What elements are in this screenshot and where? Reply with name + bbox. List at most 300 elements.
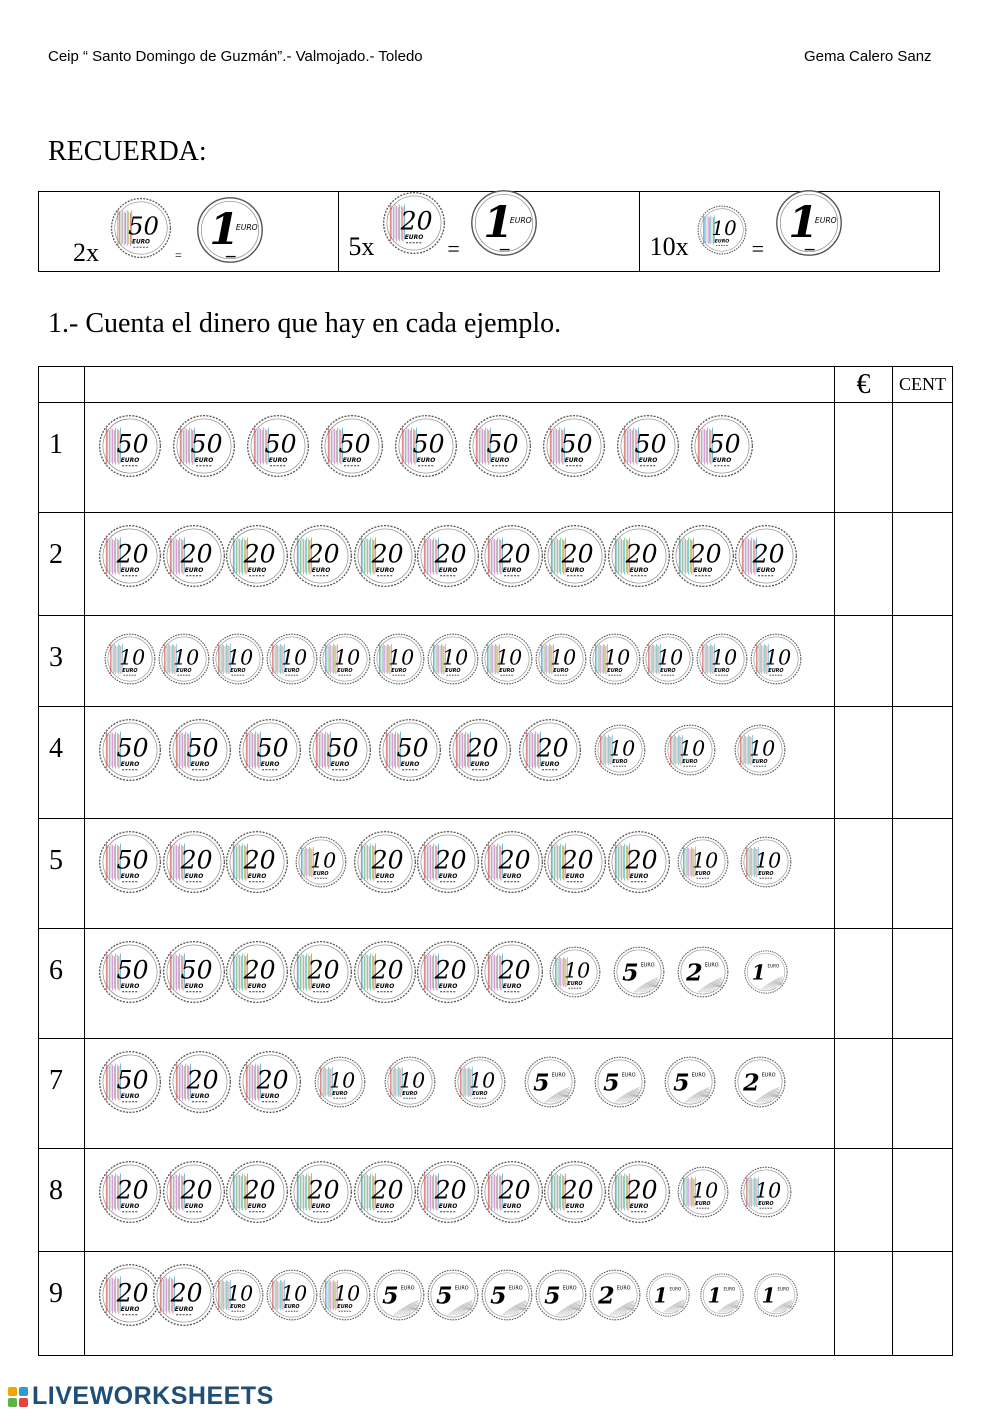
svg-text:EURO: EURO [120,872,140,880]
cent-answer-cell[interactable] [893,707,953,819]
coins-cell [85,819,835,929]
coins-cell [85,403,835,513]
coin-20-icon [733,523,799,594]
svg-text:5: 5 [533,1068,550,1097]
euro-1-coin-icon [774,188,844,263]
euro-answer-cell[interactable] [835,1149,893,1252]
svg-text:EURO: EURO [248,566,267,574]
svg-text:10: 10 [711,217,737,241]
coin-10-icon [588,632,642,691]
multiplier-label: 5x [348,232,375,261]
svg-text:EURO: EURO [120,760,140,768]
svg-text:EURO: EURO [283,667,300,674]
coin-20-icon [542,523,608,594]
table-row [39,707,953,819]
svg-text:50: 50 [256,733,289,763]
svg-text:EURO: EURO [311,1202,331,1210]
svg-text:EURO: EURO [695,870,711,877]
coin-10-icon [383,1055,437,1114]
coin-20-icon [479,1159,545,1230]
svg-text:20: 20 [401,206,433,236]
coin-20-icon [161,523,227,594]
svg-text:EURO: EURO [120,456,140,464]
svg-text:20: 20 [689,539,722,569]
coin-20-icon [415,523,481,594]
svg-text:10: 10 [679,736,706,761]
coin-20-icon [352,939,418,1010]
svg-text:20: 20 [498,1175,531,1205]
coin-20-icon [352,523,418,594]
remember-box [38,191,940,272]
equals-sign: = [447,236,460,261]
coin-10-icon [265,1268,319,1327]
svg-text:20: 20 [536,733,569,763]
coin-50-icon [393,413,459,484]
row-number: 8 [39,1149,85,1252]
svg-text:EURO: EURO [438,982,458,990]
coin-5-icon [523,1055,577,1114]
coin-50-icon [237,717,303,788]
coin-20-icon [606,829,672,900]
svg-text:10: 10 [749,736,776,761]
coin-20-icon [670,523,736,594]
coin-5-icon [426,1268,480,1327]
coin-50-icon [97,1049,163,1120]
svg-text:EURO: EURO [640,962,655,969]
cent-answer-cell[interactable] [893,513,953,616]
svg-text:EURO: EURO [767,963,780,969]
coin-2-icon [588,1268,642,1327]
svg-text:10: 10 [280,645,307,670]
coin-10-icon [593,723,647,782]
row-number: 1 [39,403,85,513]
svg-text:EURO: EURO [629,566,649,574]
svg-text:EURO: EURO [248,1202,267,1210]
equals-sign: = [175,248,182,262]
coin-20-icon [606,1159,672,1230]
svg-text:EURO: EURO [184,1202,203,1210]
svg-text:EURO: EURO [621,1072,636,1079]
euro-1-coin-icon [195,195,265,270]
svg-text:50: 50 [634,429,667,459]
svg-text:20: 20 [170,1278,203,1308]
svg-text:1: 1 [761,1283,776,1308]
svg-text:EURO: EURO [629,1202,649,1210]
svg-text:10: 10 [119,645,146,670]
svg-text:EURO: EURO [120,982,140,990]
svg-text:1: 1 [654,1283,669,1308]
svg-text:5: 5 [622,958,639,987]
coin-10-icon [749,632,803,691]
svg-text:EURO: EURO [438,872,458,880]
svg-text:EURO: EURO [248,982,267,990]
svg-text:EURO: EURO [607,667,623,674]
coin-20-icon [167,1049,233,1120]
svg-text:EURO: EURO [564,456,584,464]
footer-brand [8,1382,274,1411]
svg-text:20: 20 [562,845,595,875]
coin-20-icon [352,1159,418,1230]
brand-name: LIVEWORKSHEETS [32,1382,274,1410]
svg-text:EURO: EURO [311,566,331,574]
table-row [39,929,953,1039]
remember-cell-50 [39,192,339,271]
coin-50-icon [97,413,163,484]
recuerda-title: RECUERDA: [48,136,207,167]
table-row [39,1252,953,1356]
svg-text:10: 10 [226,1281,253,1306]
svg-text:10: 10 [442,645,469,670]
svg-text:EURO: EURO [311,982,331,990]
svg-text:20: 20 [562,1175,595,1205]
coin-50-icon [109,196,173,265]
svg-text:20: 20 [625,539,658,569]
svg-text:EURO: EURO [566,566,585,574]
cent-answer-cell[interactable] [893,1252,953,1356]
svg-text:10: 10 [469,1068,496,1093]
svg-text:50: 50 [116,955,149,985]
svg-text:EURO: EURO [337,667,353,674]
author-name: Gema Calero Sanz [804,48,932,65]
svg-text:50: 50 [264,429,297,459]
svg-text:EURO: EURO [235,223,258,232]
coin-10-icon [733,723,787,782]
svg-text:1: 1 [483,197,514,248]
svg-text:50: 50 [326,733,359,763]
euro-answer-cell[interactable] [835,1039,893,1149]
svg-text:EURO: EURO [566,1202,585,1210]
svg-text:EURO: EURO [470,760,490,768]
svg-text:EURO: EURO [120,1092,140,1100]
coin-20-icon [97,523,163,594]
svg-text:EURO: EURO [566,872,585,880]
svg-text:EURO: EURO [283,1303,300,1310]
svg-text:10: 10 [657,645,684,670]
svg-text:EURO: EURO [190,760,210,768]
svg-text:EURO: EURO [553,667,569,674]
coin-10-icon [211,1268,265,1327]
svg-text:EURO: EURO [454,1285,469,1292]
coin-20-icon [97,1159,163,1230]
coin-1-icon [753,1272,799,1323]
coin-20-icon [415,829,481,900]
svg-text:20: 20 [307,1175,340,1205]
svg-text:10: 10 [280,1281,307,1306]
coin-20-icon [415,939,481,1010]
svg-text:50: 50 [186,733,219,763]
svg-text:EURO: EURO [375,1202,394,1210]
euro-answer-cell[interactable] [835,616,893,707]
multiplier-label: 10x [649,232,689,261]
coin-20-icon [542,1159,608,1230]
svg-text:10: 10 [388,645,415,670]
coin-10-icon [676,835,730,894]
svg-text:2: 2 [743,1068,760,1097]
svg-text:20: 20 [434,955,467,985]
coin-20-icon [479,523,545,594]
coin-10-icon [157,632,211,691]
svg-text:EURO: EURO [508,1285,523,1292]
svg-text:10: 10 [334,645,361,670]
svg-text:EURO: EURO [612,758,628,765]
coin-10-icon [318,632,372,691]
svg-text:EURO: EURO [695,1200,711,1207]
svg-text:10: 10 [711,645,738,670]
svg-text:20: 20 [116,1175,149,1205]
svg-text:EURO: EURO [682,758,698,765]
svg-text:EURO: EURO [184,872,203,880]
coin-20-icon [288,523,354,594]
table-row [39,403,953,513]
coins-cell [85,1039,835,1149]
svg-text:20: 20 [307,955,340,985]
svg-text:EURO: EURO [502,982,522,990]
svg-text:20: 20 [562,539,595,569]
cent-answer-cell[interactable] [893,929,953,1039]
svg-text:EURO: EURO [332,1090,348,1097]
svg-text:20: 20 [625,845,658,875]
cent-column-header: CENT [893,367,953,403]
coin-20-icon [237,1049,303,1120]
table-row [39,616,953,707]
coins-cell [85,1149,835,1252]
svg-text:20: 20 [243,539,276,569]
svg-text:EURO: EURO [777,1286,790,1292]
coin-5-icon [663,1055,717,1114]
remember-cell-10 [640,192,939,271]
header-empty-cell [39,367,85,403]
svg-text:10: 10 [691,848,718,873]
svg-text:20: 20 [371,539,404,569]
coin-20-icon [517,717,583,788]
svg-text:EURO: EURO [562,1285,577,1292]
svg-text:20: 20 [625,1175,658,1205]
svg-text:10: 10 [755,848,782,873]
coin-20-icon [224,829,290,900]
coin-10-icon [372,632,426,691]
svg-text:20: 20 [498,539,531,569]
coin-50-icon [97,717,163,788]
svg-text:10: 10 [496,645,523,670]
coin-20-icon [479,939,545,1010]
svg-text:EURO: EURO [472,1090,488,1097]
svg-text:EURO: EURO [758,870,774,877]
svg-text:1: 1 [787,197,819,248]
svg-text:1: 1 [209,204,240,255]
coin-1-icon [645,1272,691,1323]
coin-50-icon [97,939,163,1010]
svg-text:20: 20 [307,539,340,569]
svg-text:10: 10 [549,645,576,670]
coin-20-icon [224,1159,290,1230]
svg-text:EURO: EURO [120,566,140,574]
euro-answer-cell[interactable] [835,403,893,513]
coin-5-icon [480,1268,534,1327]
svg-text:EURO: EURO [757,566,776,574]
svg-text:10: 10 [765,645,792,670]
coin-50-icon [377,717,443,788]
svg-text:EURO: EURO [438,1202,458,1210]
table-row [39,1149,953,1252]
svg-text:EURO: EURO [438,566,458,574]
svg-text:EURO: EURO [714,667,730,674]
svg-text:EURO: EURO [230,667,246,674]
svg-text:EURO: EURO [184,566,203,574]
coin-5-icon [534,1268,588,1327]
svg-text:5: 5 [603,1068,620,1097]
svg-text:20: 20 [180,1175,213,1205]
cent-answer-cell[interactable] [893,1039,953,1149]
coin-50-icon [167,717,233,788]
svg-text:EURO: EURO [567,980,584,987]
svg-text:EURO: EURO [176,667,192,674]
svg-text:EURO: EURO [260,760,280,768]
svg-text:20: 20 [466,733,499,763]
svg-text:EURO: EURO [375,872,394,880]
coin-20-icon [606,523,672,594]
coin-20-icon [288,939,354,1010]
coin-10-icon [641,632,695,691]
svg-text:EURO: EURO [660,667,677,674]
euro-column-header: € [835,367,893,403]
coin-20-icon [161,1159,227,1230]
coin-50-icon [307,717,373,788]
svg-text:EURO: EURO [330,760,350,768]
svg-text:20: 20 [498,845,531,875]
svg-text:EURO: EURO [400,760,420,768]
euro-answer-cell[interactable] [835,707,893,819]
svg-text:EURO: EURO [174,1305,194,1313]
cent-answer-cell[interactable] [893,616,953,707]
euro-answer-cell[interactable] [835,1252,893,1356]
euro-answer-cell[interactable] [835,513,893,616]
svg-text:EURO: EURO [693,566,712,574]
svg-text:EURO: EURO [758,1200,774,1207]
coin-10-icon [103,632,157,691]
coin-10-icon [211,632,265,691]
coin-20-icon [479,829,545,900]
svg-text:EURO: EURO [416,456,436,464]
svg-text:EURO: EURO [814,216,837,225]
svg-text:EURO: EURO [502,1202,522,1210]
svg-text:EURO: EURO [391,667,407,674]
svg-text:EURO: EURO [629,872,649,880]
svg-text:EURO: EURO [313,870,329,877]
coin-2-icon [733,1055,787,1114]
coin-10-icon [426,632,480,691]
svg-text:EURO: EURO [490,456,510,464]
exercise-title: 1.- Cuenta el dinero que hay en cada ejemplo. [48,308,562,339]
svg-text:1: 1 [751,960,767,985]
svg-text:5: 5 [436,1281,453,1310]
svg-text:EURO: EURO [260,1092,280,1100]
svg-text:5: 5 [673,1068,690,1097]
svg-text:EURO: EURO [230,1303,246,1310]
svg-text:10: 10 [334,1281,361,1306]
svg-text:50: 50 [116,733,149,763]
svg-text:EURO: EURO [375,566,394,574]
svg-text:20: 20 [256,1065,289,1095]
svg-text:50: 50 [486,429,519,459]
coin-50-icon [245,413,311,484]
svg-text:2: 2 [597,1281,615,1310]
svg-text:EURO: EURO [669,1286,682,1292]
row-number: 9 [39,1252,85,1356]
row-number: 3 [39,616,85,707]
svg-text:EURO: EURO [502,872,522,880]
cent-answer-cell[interactable] [893,819,953,929]
svg-text:5: 5 [543,1281,561,1310]
coin-10-icon [548,945,602,1004]
euro-answer-cell[interactable] [835,819,893,929]
svg-text:EURO: EURO [120,1202,140,1210]
table-row [39,819,953,929]
svg-text:20: 20 [371,955,404,985]
coin-10-icon [313,1055,367,1114]
svg-text:EURO: EURO [714,239,729,245]
svg-text:50: 50 [116,1065,149,1095]
multiplier-label: 2x [73,238,99,267]
svg-text:EURO: EURO [691,1072,706,1079]
money-table [38,366,953,1356]
svg-text:50: 50 [396,733,429,763]
svg-text:20: 20 [116,1278,149,1308]
svg-text:EURO: EURO [540,760,560,768]
svg-text:20: 20 [186,1065,219,1095]
svg-text:EURO: EURO [122,667,138,674]
svg-text:10: 10 [691,1178,718,1203]
coin-10-icon [453,1055,507,1114]
coin-20-icon [381,190,447,261]
svg-text:10: 10 [603,645,630,670]
euro-1-coin-icon [469,188,539,263]
svg-text:50: 50 [708,429,741,459]
svg-text:20: 20 [434,539,467,569]
svg-text:10: 10 [609,736,636,761]
coin-50-icon [161,939,227,1010]
coin-10-icon [294,835,348,894]
svg-text:EURO: EURO [752,758,768,765]
cent-answer-cell[interactable] [893,403,953,513]
coin-50-icon [615,413,681,484]
coin-20-icon [224,939,290,1010]
svg-text:50: 50 [190,429,223,459]
svg-text:EURO: EURO [337,1303,353,1310]
coin-20-icon [161,829,227,900]
equals-sign: = [751,236,765,261]
svg-text:EURO: EURO [120,1305,140,1313]
coin-20-icon [288,1159,354,1230]
svg-text:50: 50 [116,845,149,875]
svg-text:EURO: EURO [616,1285,631,1292]
svg-text:20: 20 [180,539,213,569]
svg-text:1: 1 [707,1283,722,1308]
coin-1-icon [743,949,789,1000]
coin-50-icon [319,413,385,484]
coin-10-icon [534,632,588,691]
svg-text:50: 50 [180,955,213,985]
svg-text:EURO: EURO [402,1090,418,1097]
svg-text:5: 5 [490,1281,507,1310]
svg-text:50: 50 [412,429,445,459]
coin-5-icon [593,1055,647,1114]
euro-answer-cell[interactable] [835,929,893,1039]
coin-10-icon [265,632,319,691]
cent-answer-cell[interactable] [893,1149,953,1252]
coin-20-icon [352,829,418,900]
svg-text:20: 20 [243,1175,276,1205]
coins-cell [85,707,835,819]
